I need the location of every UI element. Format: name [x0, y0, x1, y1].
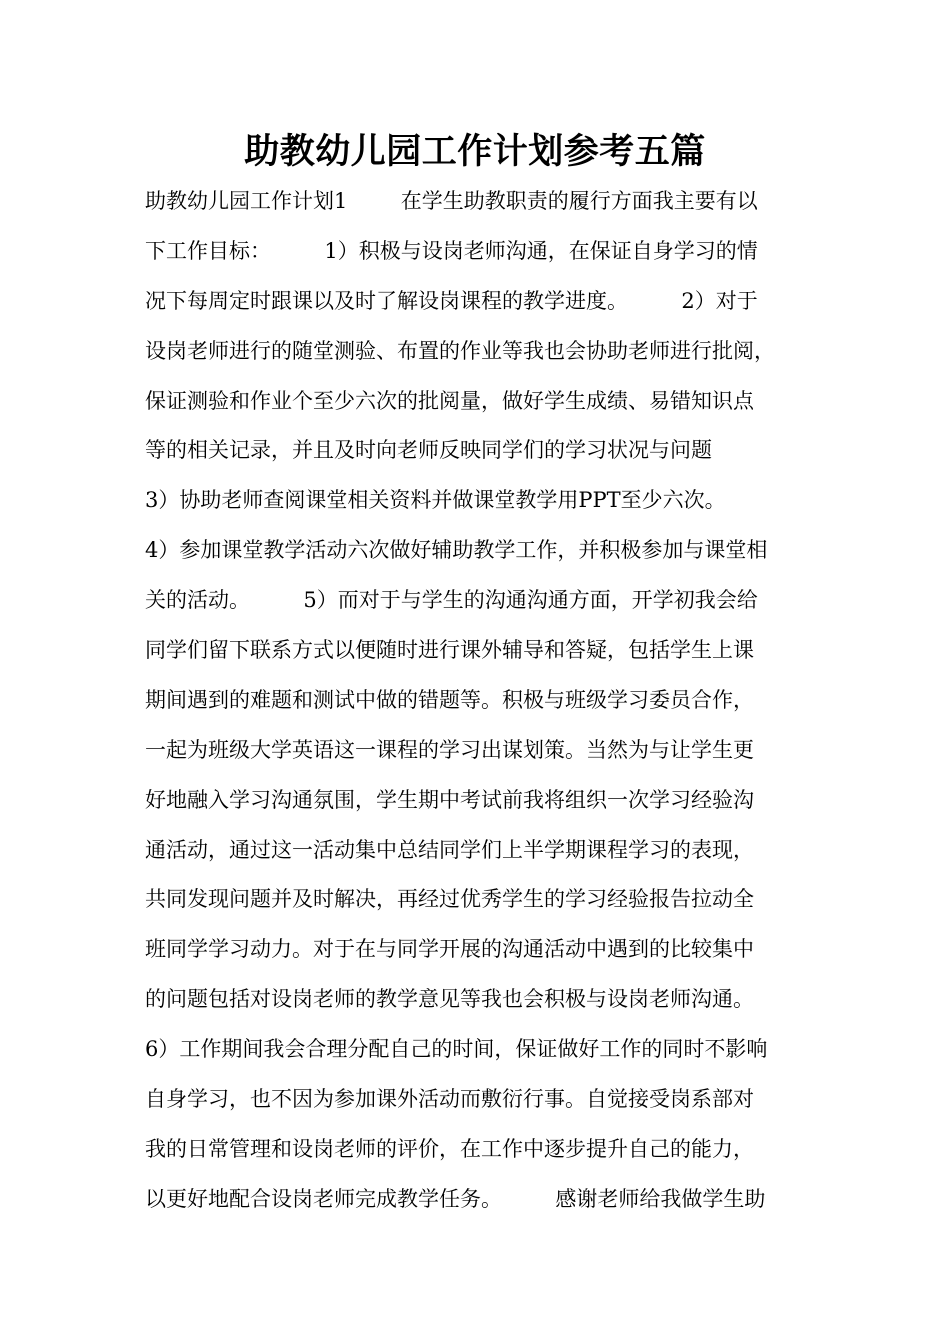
body-line: 共同发现问题并及时解决，再经过优秀学生的学习经验报告拉动全 [145, 887, 754, 912]
body-line: 4）参加课堂教学活动六次做好辅助教学工作，并积极参加与课堂相 [145, 538, 768, 563]
body-line: 设岗老师进行的随堂测验、布置的作业等我也会协助老师进行批阅， [145, 338, 775, 363]
body-line: 6）工作期间我会合理分配自己的时间，保证做好工作的同时不影响 [145, 1037, 768, 1062]
body-line: 助教幼儿园工作计划1 在学生助教职责的履行方面我主要有以 [145, 189, 758, 213]
body-line: 班同学学习动力。对于在与同学开展的沟通活动中遇到的比较集中 [145, 937, 754, 962]
document-body [145, 177, 815, 1225]
body-line: 自身学习，也不因为参加课外活动而敷衍行事。自觉接受岗系部对 [145, 1087, 754, 1112]
body-line: 等的相关记录，并且及时向老师反映同学们的学习状况与问题 [145, 438, 712, 463]
body-line: 我的日常管理和设岗老师的评价，在工作中逐步提升自己的能力， [145, 1136, 754, 1161]
body-line: 通活动，通过这一活动集中总结同学们上半学期课程学习的表现， [145, 837, 754, 862]
body-line: 况下每周定时跟课以及时了解设岗课程的教学进度。 2）对于 [145, 288, 758, 313]
body-line: 下工作目标： 1）积极与设岗老师沟通，在保证自身学习的情 [145, 238, 758, 263]
body-line: 3）协助老师查阅课堂相关资料并做课堂教学用PPT至少六次。 [145, 488, 726, 513]
body-line: 以更好地配合设岗老师完成教学任务。 感谢老师给我做学生助 [145, 1186, 766, 1211]
body-line: 保证测验和作业个至少六次的批阅量，做好学生成绩、易错知识点 [145, 388, 754, 413]
body-line: 一起为班级大学英语这一课程的学习出谋划策。当然为与让学生更 [145, 737, 754, 762]
body-line: 的问题包括对设岗老师的教学意见等我也会积极与设岗老师沟通。 [145, 987, 754, 1012]
body-line: 期间遇到的难题和测试中做的错题等。积极与班级学习委员合作， [145, 687, 754, 712]
body-line: 关的活动。 5）而对于与学生的沟通沟通方面，开学初我会给 [145, 588, 758, 613]
body-line: 好地融入学习沟通氛围，学生期中考试前我将组织一次学习经验沟 [145, 787, 754, 812]
body-line: 同学们留下联系方式以便随时进行课外辅导和答疑，包括学生上课 [145, 638, 754, 663]
document-title: 助教幼儿园工作计划参考五篇 [244, 132, 706, 172]
